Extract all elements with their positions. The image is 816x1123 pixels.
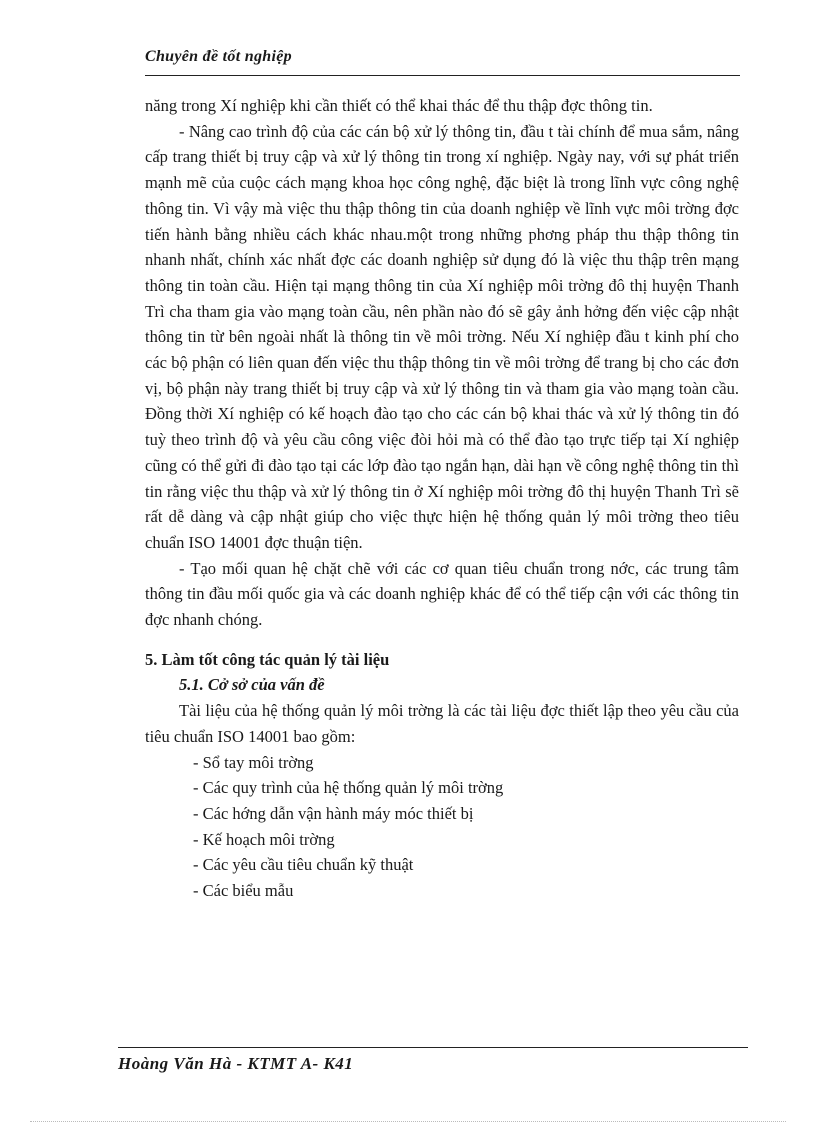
paragraph-training: - Nâng cao trình độ của các cán bộ xử lý thông tin, đầu t tài chính để mua sắm, nâng cấp trang thiết bị truy cập và xử lý thông tin trong xí nghiệp. Ngày nay, với sự phát triển mạnh mẽ của cuộc cách mạng khoa học công nghệ, đặc biệt là trong lĩnh vực công nghệ thông tin. Vì vậy mà việc thu thập thông tin của doanh nghiệp về lĩnh vực môi trờng đợc tiến hành bằng nhiều cách khác nhau.một trong những phơng pháp thu thập thông tin nhanh nhất, chính xác nhất đợc các doanh nghiệp sử dụng đó là việc thu thập trên mạng thông tin toàn cầu. Hiện tại mạng thông tin của Xí nghiệp môi trờng đô thị huyện Thanh Trì cha tham gia vào mạng toàn cầu, nên phần nào đó sẽ gây ảnh hởng đến việc cập nhật thông tin từ bên ngoài nhất là thông tin về môi trờng. Nếu Xí nghiệp đầu t kinh phí cho các bộ phận có liên quan đến việc thu thập thông tin về môi trờng để trang bị cho các đơn vị, bộ phận này trang thiết bị truy cập và xử lý thông tin và tham gia vào mạng toàn cầu. Đồng thời Xí nghiệp có kế hoạch đào tạo cho các cán bộ khai thác và xử lý thông tin đó tuỳ theo trình độ và yêu cầu công việc đòi hỏi mà có thể đào tạo trực tiếp tại Xí nghiệp cũng có thể gửi đi đào tạo tại các lớp đào tạo ngắn hạn, dài hạn về công nghệ thông tin thì tin rằng việc thu thập và xử lý thông tin ở Xí nghiệp môi trờng đô thị huyện Thanh Trì sẽ rất dễ dàng và cập nhật giúp cho việc thực hiện hệ thống quản lý môi trờng theo tiêu chuẩn ISO 14001 đợc thuận tiện. — [145, 121, 739, 552]
list-item: - Các quy trình của hệ thống quản lý môi trờng — [193, 778, 504, 798]
page-footer-author: Hoàng Văn Hà - KTMT A- K41 — [118, 1054, 354, 1073]
list-item: - Sổ tay môi trờng — [193, 752, 314, 772]
subsection-heading: 5.1. Cở sở của vấn đề — [179, 675, 325, 695]
paragraph-continuation: năng trong Xí nghiệp khi cần thiết có thể khai thác để thu thập đợc thông tin. — [145, 96, 653, 115]
section-heading: 5. Làm tốt công tác quản lý tài liệu — [145, 649, 390, 669]
list-item: - Các hớng dẫn vận hành máy móc thiết bị — [193, 803, 474, 823]
paragraph-relations: - Tạo mối quan hệ chặt chẽ với các cơ quan tiêu chuẩn trong nớc, các trung tâm thông tin đầu mối quốc gia và các doanh nghiệp khác để có thể tiếp cận với các thông tin đợc nhanh chóng. — [145, 558, 739, 630]
document-list — [145, 750, 739, 904]
header-rule — [145, 75, 740, 76]
list-item: - Các biểu mẫu — [193, 881, 294, 901]
section-intro: Tài liệu của hệ thống quản lý môi trờng là các tài liệu đợc thiết lập theo yêu cầu của tiêu chuẩn ISO 14001 bao gồm: — [145, 701, 739, 746]
list-item: - Các yêu cầu tiêu chuẩn kỹ thuật — [193, 855, 414, 875]
footer-rule — [118, 1047, 748, 1048]
list-item: - Kế hoạch môi trờng — [193, 829, 335, 849]
page-edge-dotted-line — [30, 1121, 786, 1122]
page-header-title: Chuyên đề tốt nghiệp — [145, 48, 292, 65]
document-body — [145, 93, 739, 904]
